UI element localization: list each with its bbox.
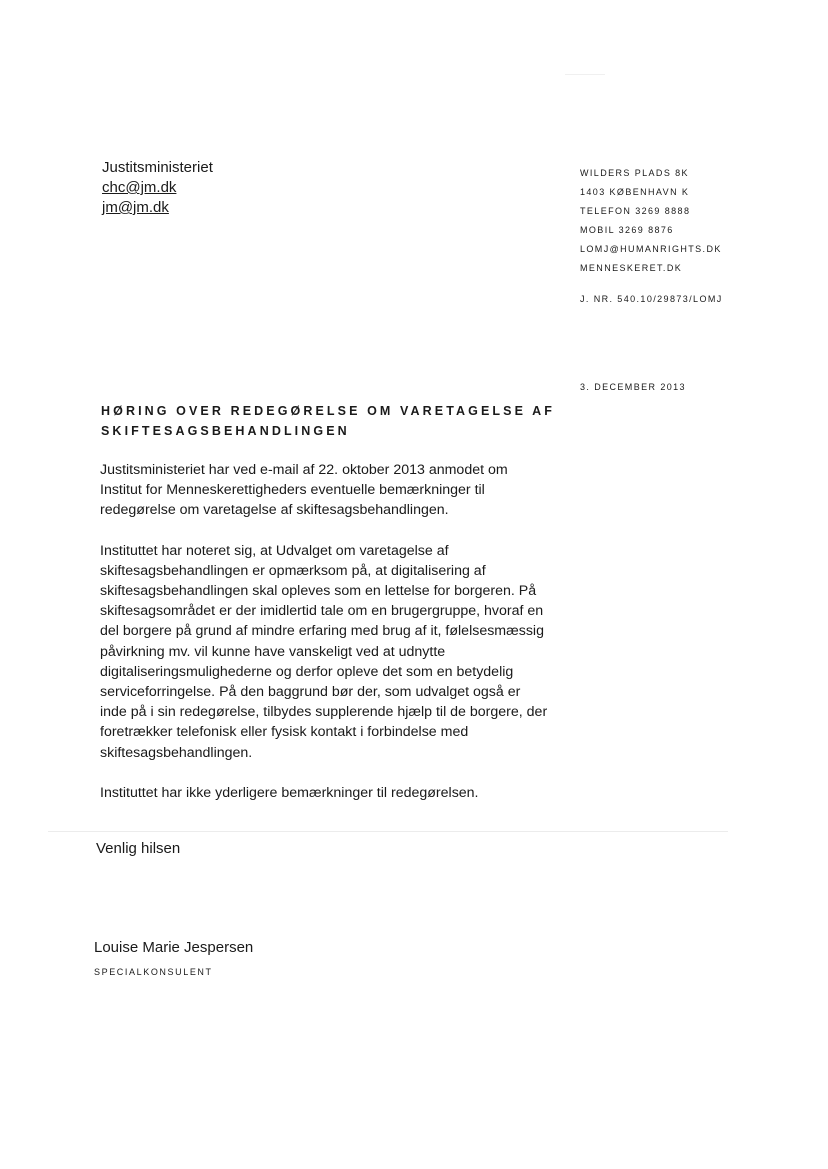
body-paragraph: Instituttet har ikke yderligere bemærkninger til redegørelsen. (100, 784, 479, 801)
sender-address-line: 1403 KØBENHAVN K (580, 187, 690, 197)
body-paragraph: Justitsministeriet har ved e-mail af 22. oktober 2013 anmodet om Institut for Menneskerettigheders eventuelle bemærkninger til redegørelse om varetagelse af skiftesagsbehandlingen. (100, 462, 508, 519)
sender-email: LOMJ@HUMANRIGHTS.DK (580, 244, 722, 254)
closing-greeting: Venlig hilsen (96, 840, 181, 857)
recipient-email-link[interactable]: chc@jm.dk (102, 179, 177, 196)
header-divider (565, 74, 605, 75)
recipient-name: Justitsministeriet (102, 159, 213, 176)
letter-body (100, 460, 548, 823)
sender-mobile: MOBIL 3269 8876 (580, 225, 674, 235)
recipient-email-link[interactable]: jm@jm.dk (102, 199, 169, 216)
sender-phone: TELEFON 3269 8888 (580, 206, 691, 216)
sender-website: MENNESKERET.DK (580, 263, 683, 273)
signer-title: SPECIALKONSULENT (94, 967, 213, 977)
sender-address-line: WILDERS PLADS 8K (580, 168, 689, 178)
journal-number: J. NR. 540.10/29873/LOMJ (580, 294, 723, 304)
signer-name: Louise Marie Jespersen (94, 939, 254, 956)
body-paragraph: Instituttet har noteret sig, at Udvalget om varetagelse af skiftesagsbehandlingen er opmærksom på, at digitalisering af skiftesagsbehandlingen skal opleves som en lettelse for borgeren. På skiftesagsområdet er der imidlertid tale om en brugergruppe, hvoraf en del borgere på grund af mindre erfaring med brug af it, følelsesmæssig påvirkning mv. vil kunne have vanskeligt ved at udnytte digitaliseringsmulighederne og derfor opleve det som en betydelig serviceforringelse. På den baggrund bør der, som udvalget også er inde på i sin redegørelse, tilbydes supplerende hjælp til de borgere, der foretrækker telefonisk eller fysisk kontakt i forbindelse med skiftesagsbehandlingen. (100, 542, 548, 761)
letter-subject: HØRING OVER REDEGØRELSE OM VARETAGELSE AF SKIFTESAGSBEHANDLINGEN (101, 404, 555, 438)
recipient-block (102, 158, 213, 218)
sender-address-block (580, 164, 722, 278)
letter-date: 3. DECEMBER 2013 (580, 382, 686, 392)
footer-divider (48, 831, 728, 832)
